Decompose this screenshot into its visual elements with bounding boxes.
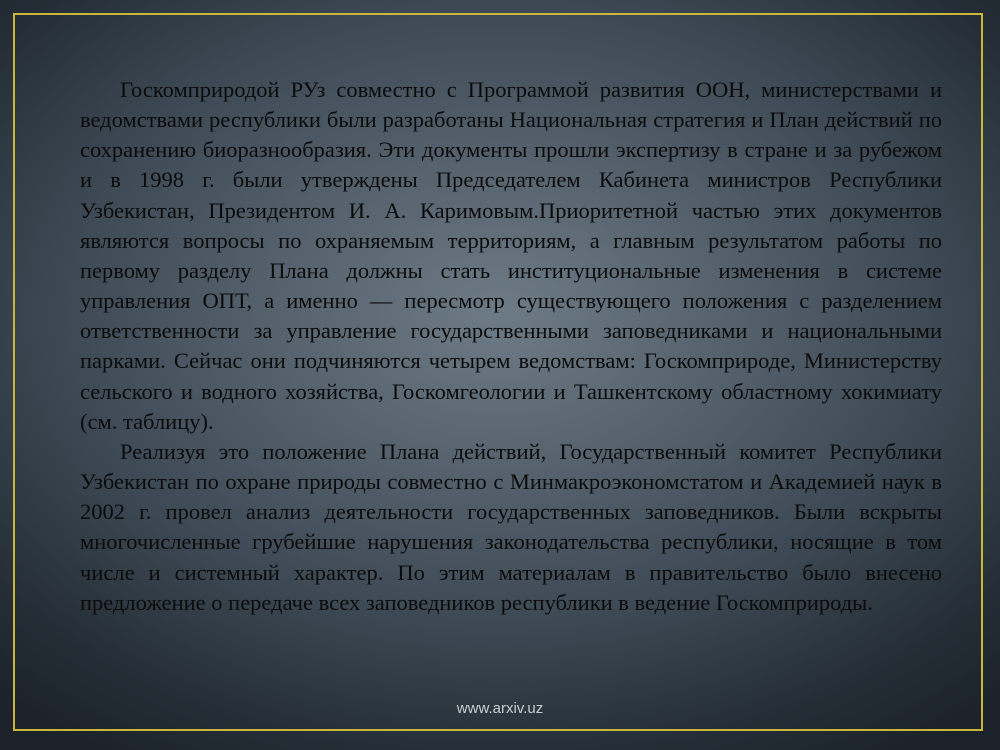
footer-url: www.arxiv.uz: [456, 700, 544, 717]
slide-body: [80, 75, 942, 618]
paragraph-2: Реализуя это положение Плана действий, Государственный комитет Республики Узбекистан по охране природы совместно с Минмакроэкономстатом и Академией наук в 2002 г. провел анализ деятельности государственных заповедников. Были вскрыты многочисленные грубейшие нарушения законодательства республики, носящие в том числе и системный характер. По этим материалам в правительство было внесено предложение о передаче всех заповедников республики в ведение Госкомприроды.: [80, 438, 942, 615]
paragraph-1: Госкомприродой РУз совместно с Программой развития ООН, министерствами и ведомствами республики были разработаны Национальная стратегия и План действий по сохранению биоразнообразия. Эти документы прошли экспертизу в стране и за рубежом и в 1998 г. были утверждены Председателем Кабинета министров Республики Узбекистан, Президентом И. А. Каримовым.Приоритетной частью этих документов являются вопросы по охраняемым территориям, а главным результатом работы по первому разделу Плана должны стать институциональные изменения в системе управления ОПТ, а именно — пересмотр существующего положения с разделением ответственности за управление государственными заповедниками и национальными парками. Сейчас они подчиняются четырем ведомствам: Госкомприроде, Министерству сельского и водного хозяйства, Госкомгеологии и Ташкентскому областному хокимиату (см. таблицу).: [80, 77, 942, 434]
